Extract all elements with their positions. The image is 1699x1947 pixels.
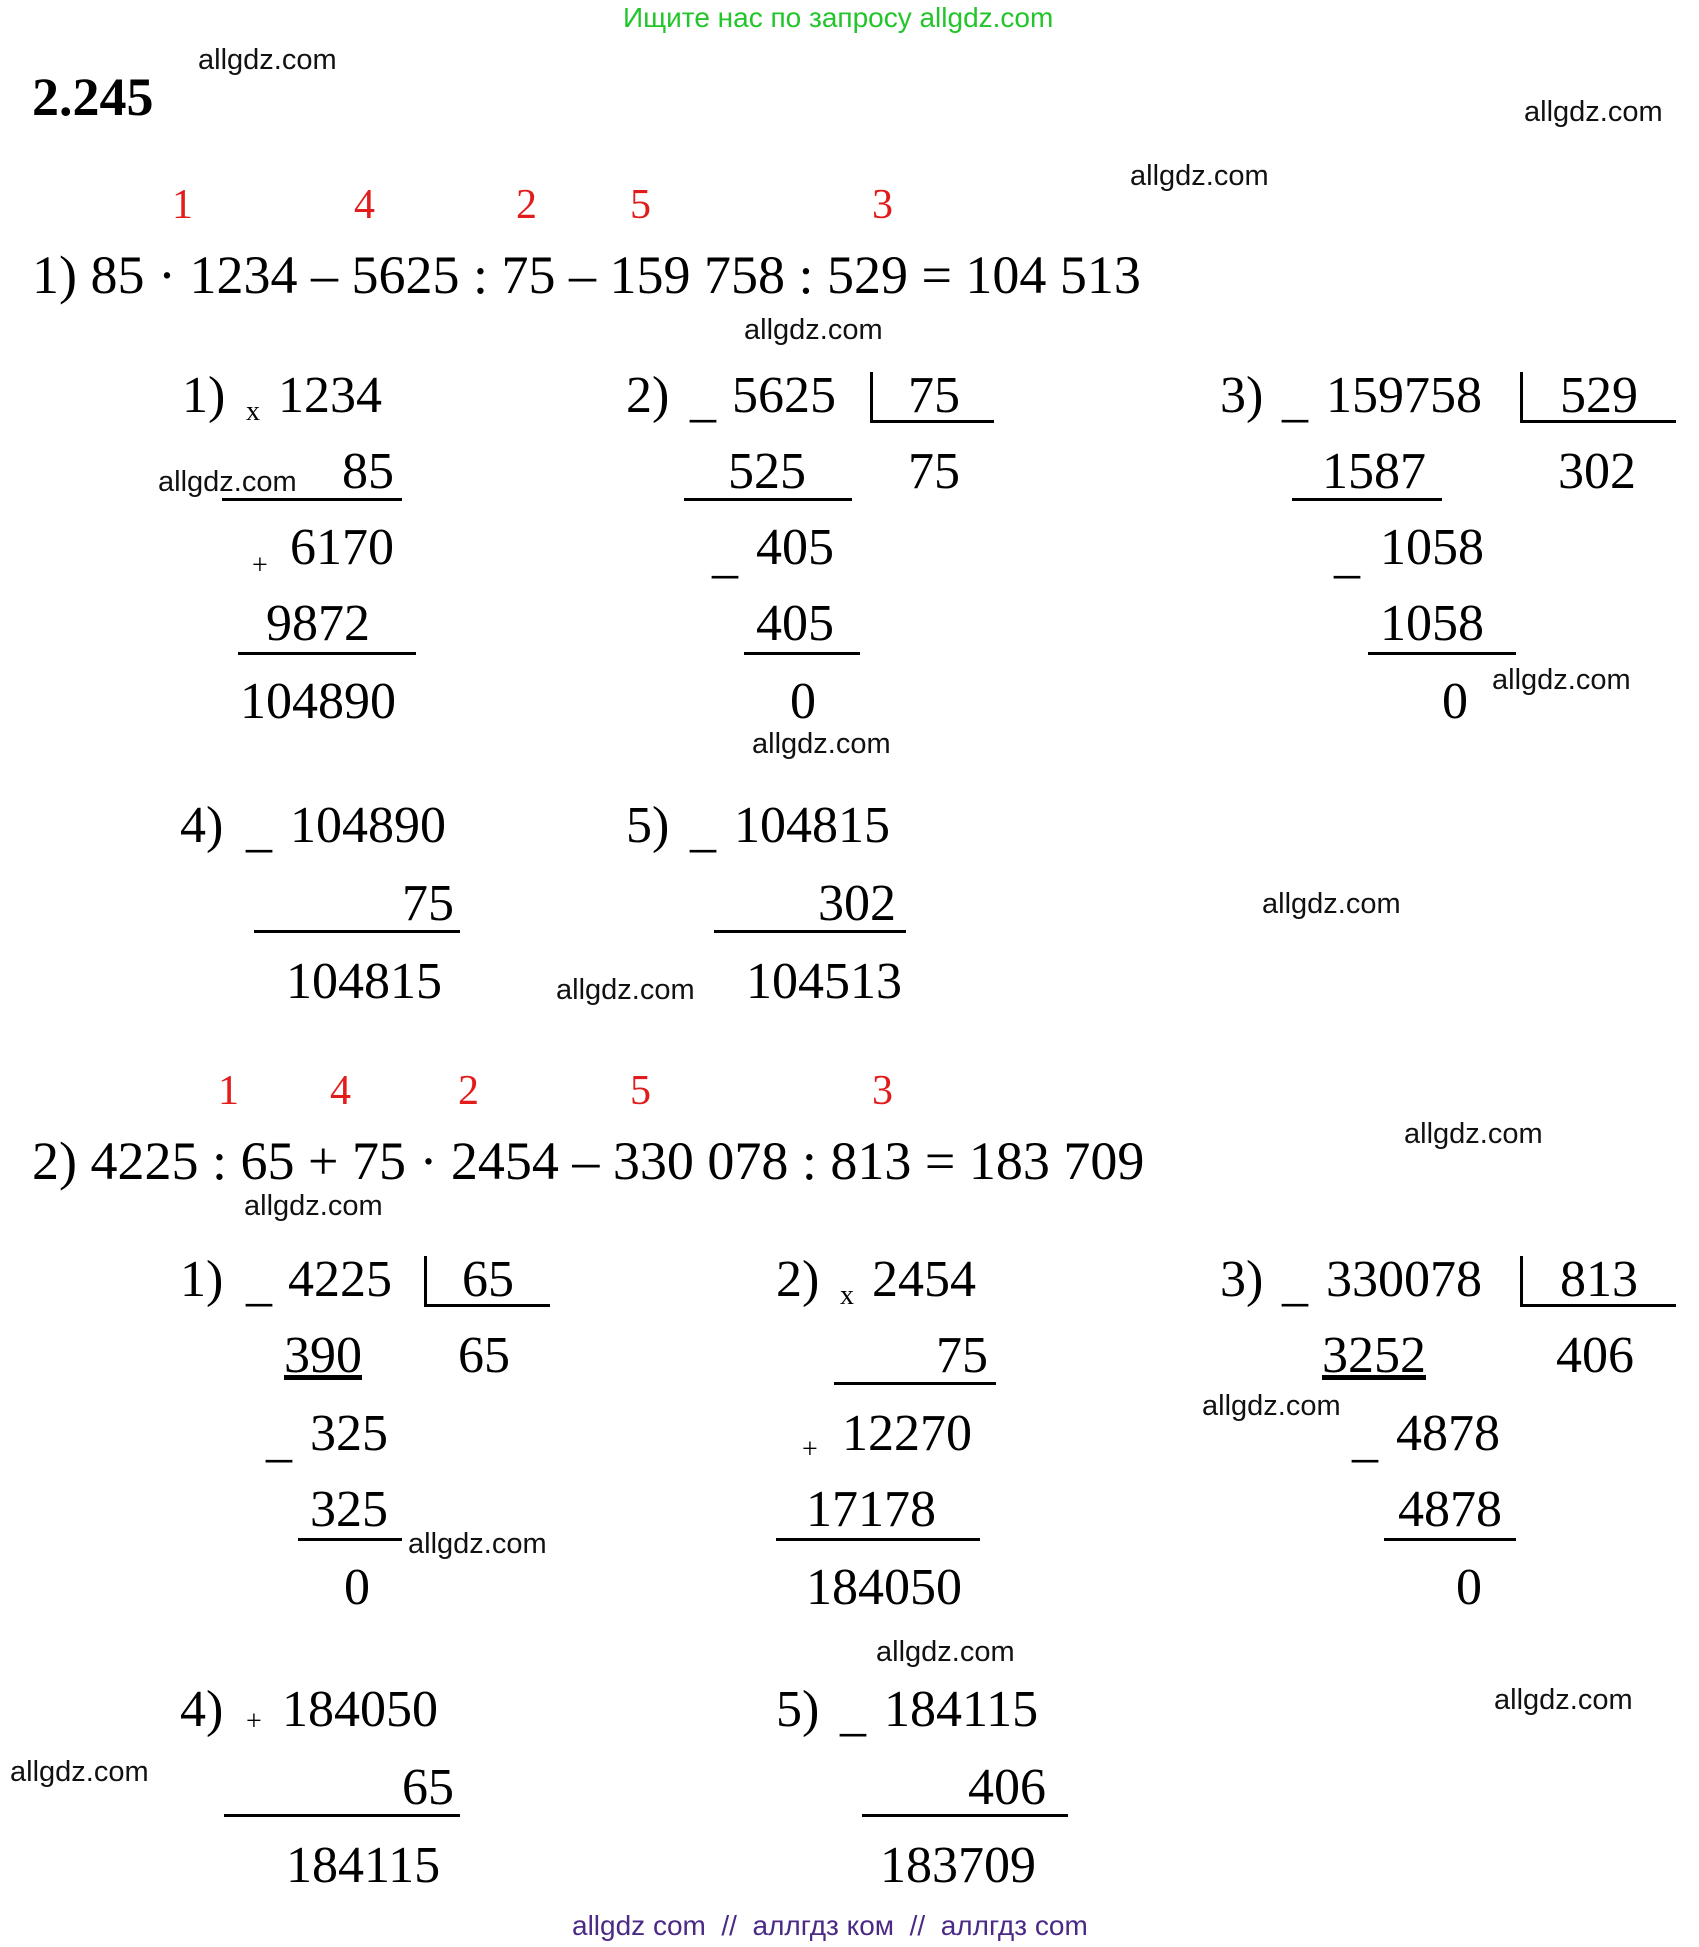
product-result: 104890 (240, 673, 396, 730)
step-label: 3) (1220, 367, 1264, 424)
minus-sign: _ (1282, 371, 1308, 428)
underline (1520, 420, 1676, 423)
dividend: 159758 (1326, 367, 1482, 424)
order-number: 3 (872, 182, 893, 228)
divisor: 529 (1560, 367, 1638, 424)
multiply-sign: x (246, 396, 260, 427)
minus-sign: _ (1352, 1411, 1378, 1468)
difference: 104815 (286, 953, 442, 1010)
order-number: 5 (630, 182, 651, 228)
equation-2: 2) 4225 : 65 + 75 · 2454 – 330 078 : 813 = 183 709 (32, 1131, 1145, 1191)
addend: 65 (402, 1759, 454, 1816)
remainder: 4878 (1396, 1405, 1500, 1462)
step-label: 4) (180, 1681, 224, 1738)
partial-product: 325 (310, 1481, 388, 1538)
difference: 183709 (880, 1837, 1036, 1894)
multiply-sign: x (840, 1280, 854, 1311)
minus-sign: _ (840, 1685, 866, 1742)
dividend: 5625 (732, 367, 836, 424)
watermark: allgdz.com (1130, 160, 1269, 192)
watermark: allgdz.com (1494, 1684, 1633, 1716)
minus-sign: _ (246, 1255, 272, 1312)
factor: 75 (936, 1327, 988, 1384)
minus-sign: _ (266, 1411, 292, 1468)
divisor: 813 (1560, 1251, 1638, 1308)
footer-text: allgdz com // аллгдз ком // аллгдз com (572, 1910, 1088, 1941)
remainder: 325 (310, 1405, 388, 1462)
remainder: 405 (756, 519, 834, 576)
order-number: 4 (354, 182, 375, 228)
plus-sign: + (802, 1434, 818, 1465)
divisor: 75 (908, 367, 960, 424)
underline (862, 1814, 1068, 1817)
partial-product: 6170 (290, 519, 394, 576)
underline (224, 1814, 460, 1817)
watermark: allgdz.com (556, 974, 695, 1006)
underline (298, 1538, 402, 1541)
step-label: 4) (180, 797, 224, 854)
partial-product: 390 (284, 1327, 362, 1384)
watermark: allgdz.com (1202, 1390, 1341, 1422)
minus-sign: _ (690, 371, 716, 428)
underline (238, 652, 416, 655)
step-label: 5) (776, 1681, 820, 1738)
partial-product: 9872 (266, 595, 370, 652)
underline (776, 1538, 980, 1541)
underline (1368, 652, 1516, 655)
minuend: 184115 (884, 1681, 1039, 1738)
factor: 1234 (278, 367, 382, 424)
factor: 2454 (872, 1251, 976, 1308)
top-banner: Ищите нас по запросу allgdz.com (623, 2, 1054, 33)
watermark: allgdz.com (244, 1190, 383, 1222)
division-bar (870, 372, 873, 422)
partial-product: 1587 (1322, 443, 1426, 500)
underline (222, 498, 402, 501)
underline (1292, 498, 1442, 501)
sum: 184115 (286, 1837, 441, 1894)
watermark: allgdz.com (1492, 664, 1631, 696)
watermark: allgdz.com (876, 1636, 1015, 1668)
order-number: 5 (630, 1068, 651, 1114)
underline (1384, 1538, 1516, 1541)
step-label: 2) (626, 367, 670, 424)
minuend: 104890 (290, 797, 446, 854)
final-remainder: 0 (1442, 673, 1468, 730)
subtrahend: 302 (818, 875, 896, 932)
final-remainder: 0 (344, 1559, 370, 1616)
watermark: allgdz.com (158, 466, 297, 498)
problem-title: 2.245 (32, 67, 154, 127)
underline (1520, 1304, 1676, 1307)
watermark: allgdz.com (1262, 888, 1401, 920)
subtrahend: 406 (968, 1759, 1046, 1816)
equation-1: 1) 85 · 1234 – 5625 : 75 – 159 758 : 529 = 104 513 (32, 245, 1141, 305)
step-label: 2) (776, 1251, 820, 1308)
step-label: 3) (1220, 1251, 1264, 1308)
partial-product: 405 (756, 595, 834, 652)
order-number: 3 (872, 1068, 893, 1114)
quotient: 65 (458, 1327, 510, 1384)
order-number: 1 (218, 1068, 239, 1114)
partial-product: 4878 (1398, 1481, 1502, 1538)
minus-sign: _ (246, 801, 272, 858)
difference: 104513 (746, 953, 902, 1010)
partial-product: 1058 (1380, 595, 1484, 652)
watermark: allgdz.com (198, 44, 337, 76)
minus-sign: _ (690, 801, 716, 858)
addend: 184050 (282, 1681, 438, 1738)
underline (714, 930, 906, 933)
final-remainder: 0 (790, 673, 816, 730)
step-label: 1) (182, 367, 226, 424)
partial-product: 3252 (1322, 1327, 1426, 1384)
subtrahend: 75 (402, 875, 454, 932)
quotient: 406 (1556, 1327, 1634, 1384)
order-number: 2 (458, 1068, 479, 1114)
step-label: 5) (626, 797, 670, 854)
final-remainder: 0 (1456, 1559, 1482, 1616)
division-bar (424, 1256, 427, 1306)
underline (424, 1304, 550, 1307)
dividend: 330078 (1326, 1251, 1482, 1308)
watermark: allgdz.com (1524, 96, 1663, 128)
minus-sign: _ (1334, 527, 1360, 584)
minuend: 104815 (734, 797, 890, 854)
product-result: 184050 (806, 1559, 962, 1616)
remainder: 1058 (1380, 519, 1484, 576)
underline (870, 420, 994, 423)
watermark: allgdz.com (10, 1756, 149, 1788)
minus-sign: _ (1282, 1255, 1308, 1312)
underline (834, 1382, 996, 1385)
division-bar (1520, 1256, 1523, 1306)
partial-product: 17178 (806, 1481, 936, 1538)
watermark: allgdz.com (744, 314, 883, 346)
quotient: 302 (1558, 443, 1636, 500)
partial-product: 525 (728, 443, 806, 500)
order-number: 2 (516, 182, 537, 228)
quotient: 75 (908, 443, 960, 500)
watermark: allgdz.com (408, 1528, 547, 1560)
watermark: allgdz.com (1404, 1118, 1543, 1150)
dividend: 4225 (288, 1251, 392, 1308)
order-number: 1 (172, 182, 193, 228)
step-label: 1) (180, 1251, 224, 1308)
factor: 85 (342, 443, 394, 500)
partial-product: 12270 (842, 1405, 972, 1462)
plus-sign: + (246, 1706, 262, 1737)
divisor: 65 (462, 1251, 514, 1308)
underline (684, 498, 852, 501)
watermark: allgdz.com (752, 728, 891, 760)
underline (744, 652, 860, 655)
minus-sign: _ (712, 527, 738, 584)
plus-sign: + (252, 550, 268, 581)
division-bar (1520, 372, 1523, 422)
order-number: 4 (330, 1068, 351, 1114)
underline (254, 930, 460, 933)
